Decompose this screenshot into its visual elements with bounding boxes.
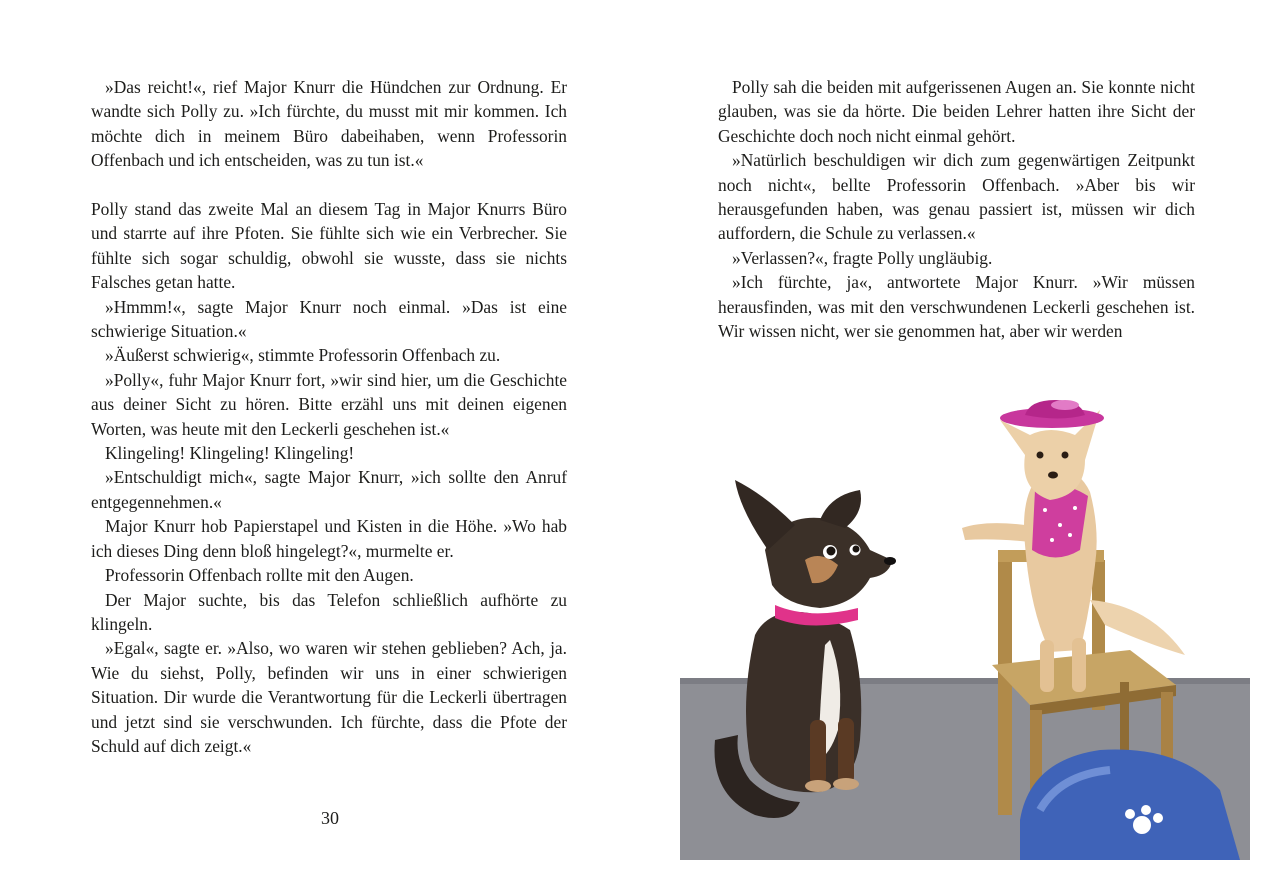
illustration-svg <box>680 400 1250 860</box>
paragraph: »Ich fürchte, ja«, antwortete Major Knurr. »Wir müssen herausfinden, was mit den verschwundenen Leckerli geschehen ist. Wir wissen nicht, wer sie genommen hat, aber wir werden <box>718 272 1195 342</box>
paragraph: Professorin Offenbach rollte mit den Augen. <box>105 565 414 586</box>
paragraph: »Äußerst schwierig«, stimmte Professorin Offenbach zu. <box>105 345 501 366</box>
paragraph: Der Major suchte, bis das Telefon schließlich aufhörte zu klingeln. <box>91 589 567 634</box>
dogs-illustration <box>680 400 1250 860</box>
left-page-text <box>91 75 567 758</box>
paragraph: »Entschuldigt mich«, sagte Major Knurr, »ich sollte den Anruf entgegennehmen.« <box>91 467 567 512</box>
page-number: 30 <box>321 808 339 828</box>
paragraph: »Polly«, fuhr Major Knurr fort, »wir sind hier, um die Geschichte aus deiner Sicht zu hören. Bitte erzähl uns mit deinen eigenen Worten, was heute mit den Leckerli geschehen ist.« <box>91 369 567 439</box>
right-page-text <box>718 75 1195 343</box>
paragraph: Major Knurr hob Papierstapel und Kisten in die Höhe. »Wo hab ich dieses Ding denn bloß hingelegt?«, murmelte er. <box>91 516 567 561</box>
paragraph: »Das reicht!«, rief Major Knurr die Hündchen zur Ordnung. Er wandte sich Polly zu. »Ich fürchte, du musst mit mir kommen. Ich möchte dich in meinem Büro dabeihaben, wenn Professorin Offenbach und ich entscheiden, was zu tun ist.« <box>91 77 567 171</box>
paragraph: »Hmmm!«, sagte Major Knurr noch einmal. »Das ist eine schwierige Situation.« <box>91 296 567 342</box>
paragraph: »Egal«, sagte er. »Also, wo waren wir stehen geblieben? Ach, ja. Wie du siehst, Polly, befinden wir uns in einer schwierigen Situation. Dir wurde die Verantwortung für die Leckerli übertragen und jetzt sind sie verschwunden. Ich fürchte, dass die Pfote der Schuld auf dich zeigt.« <box>91 638 567 756</box>
paragraph: »Natürlich beschuldigen wir dich zum gegenwärtigen Zeitpunkt noch nicht«, bellte Professorin Offenbach. »Aber bis wir herausgefunden haben, was genau passiert ist, müssen wir dich auffordern, die Schule zu verlassen.« <box>718 150 1195 244</box>
right-page <box>643 0 1286 889</box>
paragraph: Polly sah die beiden mit aufgerissenen Augen an. Sie konnte nicht glauben, was sie da hörte. Die beiden Lehrer hatten ihre Sicht der Geschichte doch noch nicht einmal gehört. <box>718 77 1195 146</box>
paragraph: Klingeling! Klingeling! Klingeling! <box>105 443 355 464</box>
paragraph: Polly stand das zweite Mal an diesem Tag in Major Knurrs Büro und starrte auf ihre Pfoten. Sie fühlte sich wie ein Verbrecher. Sie fühlte sich sogar schuldig, obwohl sie wusste, dass sie nichts Falsches getan hatte. <box>91 199 567 293</box>
paragraph: »Verlassen?«, fragte Polly ungläubig. <box>732 247 993 268</box>
